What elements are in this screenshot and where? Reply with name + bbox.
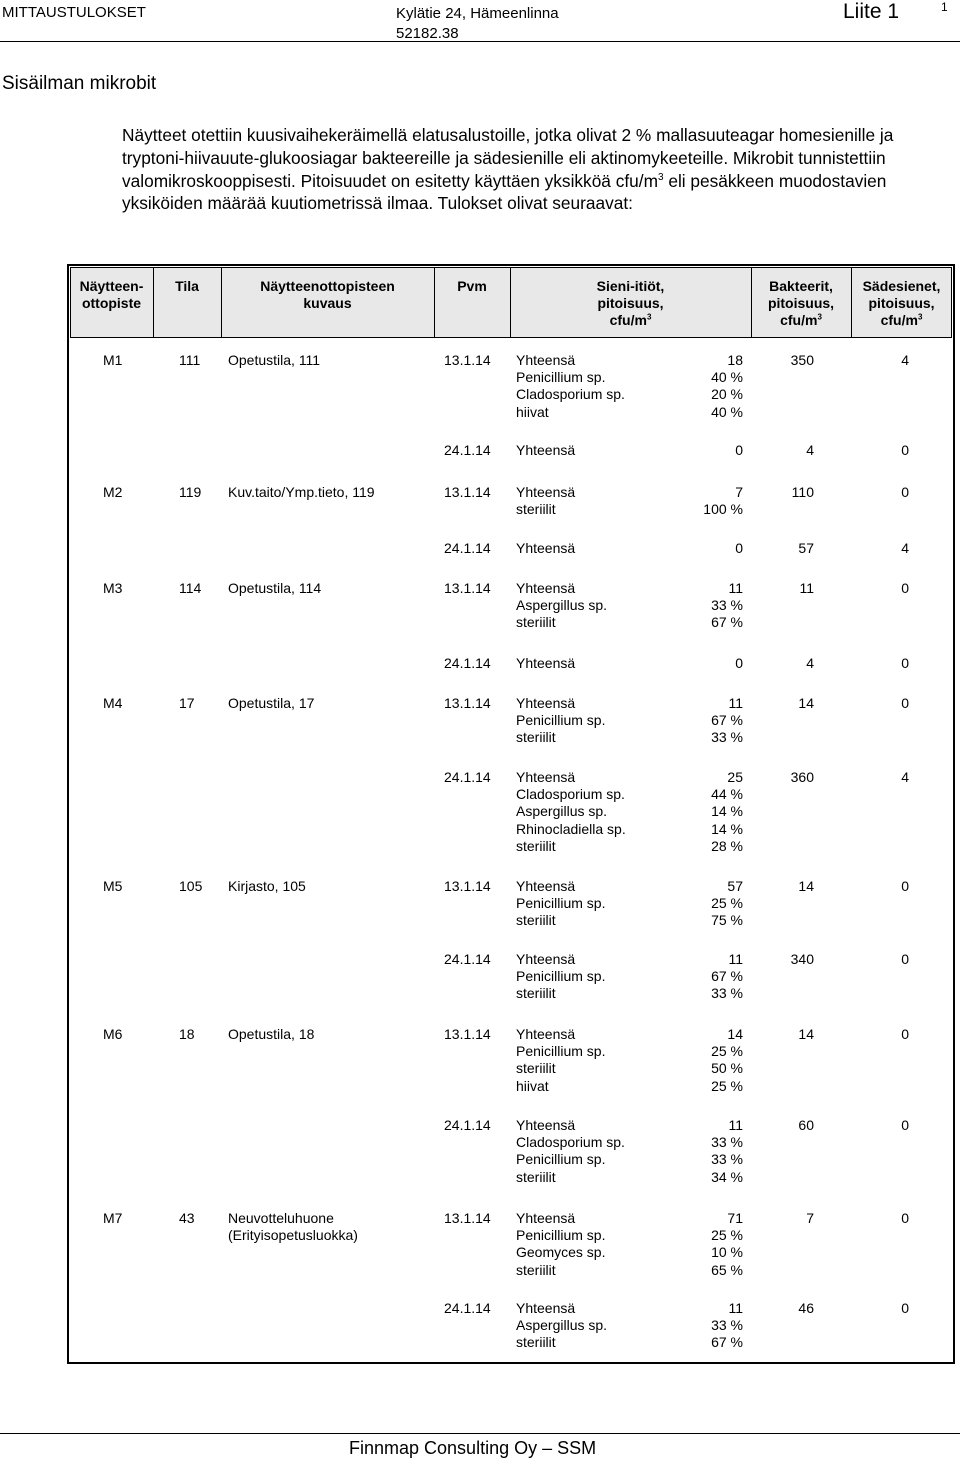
cell-fungi-name: Penicillium sp. xyxy=(516,712,606,729)
cell-actino: 0 xyxy=(901,1210,909,1226)
cell-bacteria: 60 xyxy=(798,1117,814,1133)
cell-room: 105 xyxy=(179,878,203,894)
cell-fungi-value: 33 % xyxy=(711,1151,743,1168)
cell-fungi-name: Penicillium sp. xyxy=(516,1043,606,1060)
cell-bacteria: 360 xyxy=(790,769,814,785)
header-fungi-unit: cfu/m xyxy=(609,312,647,328)
cell-fungi-name: steriilit xyxy=(516,1261,556,1278)
cell-actino: 0 xyxy=(901,695,909,711)
cell-room: 18 xyxy=(179,1026,195,1042)
header-divider xyxy=(0,41,960,42)
cell-site: M1 xyxy=(103,352,123,368)
cell-fungi-name: steriilit xyxy=(516,1060,556,1077)
cell-actino: 0 xyxy=(901,878,909,894)
header-fungi-line2: pitoisuus, xyxy=(597,295,664,311)
header-site-line2: ottopiste xyxy=(81,295,142,311)
header-description-line1: Näytteenottopisteen xyxy=(260,278,395,294)
cell-bacteria: 350 xyxy=(790,352,814,368)
cell-fungi-value: 7 xyxy=(735,484,743,500)
cell-actino: 0 xyxy=(901,951,909,967)
intro-text-part1: Näytteet otettiin kuusivaihekeräimellä elatusalustoille, jotka olivat 2 % mallasuuteagar homesienille ja tryptoni-hiivauute-glukoosiagar bakteereille ja sädesienille eli aktinomykeeteille. Mikrobit tunnistettiin valomikroskooppisesti. Pitoisuudet on esitetty käyttäen yksikköä cfu/m xyxy=(122,125,894,191)
cell-fungi-name: Yhteensä xyxy=(516,1117,576,1133)
header-bacteria-line2: pitoisuus, xyxy=(767,295,835,311)
cell-fungi-name: Penicillium sp. xyxy=(516,968,606,985)
cell-date: 24.1.14 xyxy=(444,540,491,556)
cell-fungi-value: 10 % xyxy=(711,1244,743,1261)
cell-fungi-name: hiivat xyxy=(516,1077,549,1094)
cell-fungi-value: 0 xyxy=(735,540,743,556)
cell-fungi-name: steriilit xyxy=(516,985,556,1002)
cell-date: 13.1.14 xyxy=(444,484,491,500)
cell-description: (Erityisopetusluokka) xyxy=(228,1227,358,1244)
cell-fungi-value: 33 % xyxy=(711,1134,743,1151)
cell-fungi-name: hiivat xyxy=(516,403,549,420)
cell-actino: 4 xyxy=(901,769,909,785)
cell-actino: 0 xyxy=(901,442,909,458)
header-actino xyxy=(851,278,952,329)
cell-date: 24.1.14 xyxy=(444,442,491,458)
cell-fungi-name: steriilit xyxy=(516,912,556,929)
cell-fungi-name: Yhteensä xyxy=(516,352,576,368)
cell-fungi-value: 11 xyxy=(728,1300,743,1316)
cell-room: 17 xyxy=(179,695,195,711)
cell-fungi-name: Yhteensä xyxy=(516,540,576,556)
header-address-block xyxy=(396,4,559,44)
cell-date: 24.1.14 xyxy=(444,655,491,671)
header-project-number: 52182.38 xyxy=(396,25,459,42)
header-site-line1: Näytteen- xyxy=(79,278,144,294)
cell-fungi-value: 25 % xyxy=(711,1077,743,1094)
cell-actino: 0 xyxy=(901,1117,909,1133)
cell-fungi-value: 40 % xyxy=(711,403,743,420)
section-title: Sisäilman mikrobit xyxy=(2,73,157,94)
cell-fungi-value: 25 % xyxy=(711,895,743,912)
cell-site: M3 xyxy=(103,580,123,596)
cell-fungi-name: Penicillium sp. xyxy=(516,369,606,386)
cell-fungi-value: 14 xyxy=(727,1026,743,1042)
cell-actino: 4 xyxy=(901,540,909,556)
header-actino-unit: cfu/m xyxy=(880,312,918,328)
cell-fungi-value: 67 % xyxy=(711,1334,743,1351)
cell-room: 114 xyxy=(179,580,202,596)
cell-fungi-value: 40 % xyxy=(711,369,743,386)
cell-fungi-name: Yhteensä xyxy=(516,878,576,894)
cell-fungi-value: 0 xyxy=(735,442,743,458)
cell-fungi-value: 28 % xyxy=(711,837,743,854)
cell-fungi-value: 67 % xyxy=(711,712,743,729)
cell-fungi-name: Aspergillus sp. xyxy=(516,803,608,820)
cell-fungi-value: 65 % xyxy=(711,1261,743,1278)
cell-date: 13.1.14 xyxy=(444,695,491,711)
cell-bacteria: 14 xyxy=(798,878,814,894)
header-site xyxy=(70,278,153,312)
cell-fungi-name: Penicillium sp. xyxy=(516,1227,606,1244)
cell-fungi-name: Geomyces sp. xyxy=(516,1244,606,1261)
cell-fungi-name: Yhteensä xyxy=(516,1300,576,1316)
cell-fungi-value: 33 % xyxy=(711,985,743,1002)
cell-bacteria: 57 xyxy=(798,540,814,556)
cell-date: 13.1.14 xyxy=(444,580,491,596)
header-bacteria-unit: cfu/m xyxy=(780,312,818,328)
intro-paragraph xyxy=(122,124,922,215)
cell-date: 13.1.14 xyxy=(444,1026,491,1042)
cell-fungi-name: Yhteensä xyxy=(516,442,576,458)
header-title: MITTAUSTULOKSET xyxy=(2,4,146,21)
cell-date: 13.1.14 xyxy=(444,352,491,368)
footer-text: Finnmap Consulting Oy – SSM xyxy=(349,1438,597,1458)
cell-fungi-value: 100 % xyxy=(703,501,743,518)
header-address: Kylätie 24, Hämeenlinna xyxy=(396,5,559,22)
cell-bacteria: 4 xyxy=(806,442,814,458)
cell-site: M6 xyxy=(103,1026,123,1042)
cell-fungi-name: steriilit xyxy=(516,614,556,631)
cell-fungi-name: Yhteensä xyxy=(516,1026,576,1042)
header-appendix: Liite 1 xyxy=(843,0,900,23)
header-bacteria-line1: Bakteerit, xyxy=(769,278,833,294)
cell-fungi-name: Penicillium sp. xyxy=(516,895,606,912)
header-actino-line1: Sädesienet, xyxy=(862,278,941,294)
header-actino-unit-sup: 3 xyxy=(917,312,923,322)
cell-site: M7 xyxy=(103,1210,123,1226)
cell-fungi-value: 44 % xyxy=(711,786,743,803)
header-bacteria-unit-sup: 3 xyxy=(817,312,822,322)
cell-fungi-value: 14 % xyxy=(711,803,743,820)
cell-bacteria: 340 xyxy=(790,951,814,967)
cell-description: Opetustila, 18 xyxy=(228,1026,315,1042)
cell-fungi-value: 67 % xyxy=(711,968,743,985)
cell-fungi-value: 11 xyxy=(728,695,743,711)
cell-fungi-value: 25 % xyxy=(711,1043,743,1060)
cell-fungi-name: steriilit xyxy=(516,1168,556,1185)
cell-bacteria: 14 xyxy=(798,1026,814,1042)
cell-fungi-name: Yhteensä xyxy=(516,695,576,711)
cell-fungi-name: Yhteensä xyxy=(516,484,576,500)
cell-description: Opetustila, 114 xyxy=(228,580,322,596)
cell-date: 24.1.14 xyxy=(444,951,491,967)
cell-fungi-value: 11 xyxy=(728,1117,743,1133)
cell-fungi-name: Aspergillus sp. xyxy=(516,1317,608,1334)
cell-actino: 0 xyxy=(901,1026,909,1042)
cell-fungi-value: 67 % xyxy=(711,614,743,631)
cell-actino: 0 xyxy=(901,1300,909,1316)
cell-room: 119 xyxy=(179,484,202,500)
cell-date: 13.1.14 xyxy=(444,878,491,894)
intro-text-part2: eli pesäkkeen muodostavien yksiköiden määrää kuutiometrissä ilmaa. Tulokset olivat seuraavat: xyxy=(122,170,887,214)
cell-bacteria: 110 xyxy=(791,484,814,500)
cell-room: 111 xyxy=(179,352,201,368)
cell-bacteria: 4 xyxy=(806,655,814,671)
header-description xyxy=(221,278,434,312)
header-actino-line3 xyxy=(851,312,952,329)
cell-bacteria: 7 xyxy=(806,1210,814,1226)
cell-description: Neuvotteluhuone xyxy=(228,1210,334,1226)
header-date: Pvm xyxy=(457,278,487,294)
cell-date: 24.1.14 xyxy=(444,1117,491,1133)
cell-description: Opetustila, 111 xyxy=(228,352,321,368)
cell-fungi-name: Cladosporium sp. xyxy=(516,386,625,403)
cell-fungi-value: 33 % xyxy=(711,729,743,746)
results-table xyxy=(67,264,955,1364)
cell-fungi-name: Rhinocladiella sp. xyxy=(516,820,626,837)
cell-fungi-value: 57 xyxy=(727,878,743,894)
header-fungi-line1: Sieni-itiöt, xyxy=(596,278,665,294)
intro-sup: 3 xyxy=(657,171,664,183)
cell-fungi-name: Cladosporium sp. xyxy=(516,1134,625,1151)
cell-bacteria: 11 xyxy=(799,580,814,596)
cell-actino: 0 xyxy=(901,655,909,671)
cell-date: 13.1.14 xyxy=(444,1210,491,1226)
cell-fungi-name: Yhteensä xyxy=(516,580,576,596)
cell-fungi-name: steriilit xyxy=(516,837,556,854)
header-description-line2: kuvaus xyxy=(303,295,352,311)
cell-fungi-value: 71 xyxy=(727,1210,743,1226)
header-bacteria-line3 xyxy=(751,312,851,329)
header-room: Tila xyxy=(175,278,199,294)
cell-fungi-value: 75 % xyxy=(711,912,743,929)
cell-fungi-name: Aspergillus sp. xyxy=(516,597,608,614)
cell-fungi-name: Yhteensä xyxy=(516,951,576,967)
cell-fungi-name: Yhteensä xyxy=(516,1210,576,1226)
header-bacteria xyxy=(751,278,851,329)
cell-site: M2 xyxy=(103,484,123,500)
cell-fungi-value: 25 % xyxy=(711,1227,743,1244)
cell-fungi-value: 18 xyxy=(727,352,743,368)
cell-fungi-value: 14 % xyxy=(711,820,743,837)
cell-actino: 0 xyxy=(901,580,909,596)
cell-description: Kuv.taito/Ymp.tieto, 119 xyxy=(228,484,375,500)
cell-site: M5 xyxy=(103,878,123,894)
cell-actino: 4 xyxy=(901,352,909,368)
cell-fungi-name: Cladosporium sp. xyxy=(516,786,625,803)
footer-divider xyxy=(0,1433,960,1434)
cell-fungi-name: Penicillium sp. xyxy=(516,1151,606,1168)
header-actino-line2: pitoisuus, xyxy=(868,295,935,311)
header-fungi xyxy=(510,278,751,329)
cell-fungi-value: 11 xyxy=(728,951,743,967)
cell-fungi-name: steriilit xyxy=(516,1334,556,1351)
cell-description: Opetustila, 17 xyxy=(228,695,315,711)
cell-fungi-value: 25 xyxy=(727,769,743,785)
cell-date: 24.1.14 xyxy=(444,769,491,785)
cell-fungi-name: Yhteensä xyxy=(516,769,576,785)
cell-bacteria: 14 xyxy=(798,695,814,711)
cell-actino: 0 xyxy=(901,484,909,500)
cell-fungi-value: 50 % xyxy=(711,1060,743,1077)
cell-bacteria: 46 xyxy=(798,1300,814,1316)
cell-room: 43 xyxy=(179,1210,195,1226)
cell-site: M4 xyxy=(103,695,123,711)
cell-fungi-value: 0 xyxy=(735,655,743,671)
cell-fungi-name: steriilit xyxy=(516,501,556,518)
header-fungi-unit-sup: 3 xyxy=(646,312,652,322)
cell-fungi-name: Yhteensä xyxy=(516,655,576,671)
cell-fungi-value: 11 xyxy=(728,580,743,596)
cell-fungi-value: 34 % xyxy=(711,1168,743,1185)
cell-description: Kirjasto, 105 xyxy=(228,878,306,894)
cell-date: 24.1.14 xyxy=(444,1300,491,1316)
cell-fungi-value: 33 % xyxy=(711,1317,743,1334)
header-page-number: 1 xyxy=(941,0,948,14)
cell-fungi-name: steriilit xyxy=(516,729,556,746)
cell-fungi-value: 33 % xyxy=(711,597,743,614)
cell-fungi-value: 20 % xyxy=(711,386,743,403)
header-fungi-line3 xyxy=(510,312,751,329)
